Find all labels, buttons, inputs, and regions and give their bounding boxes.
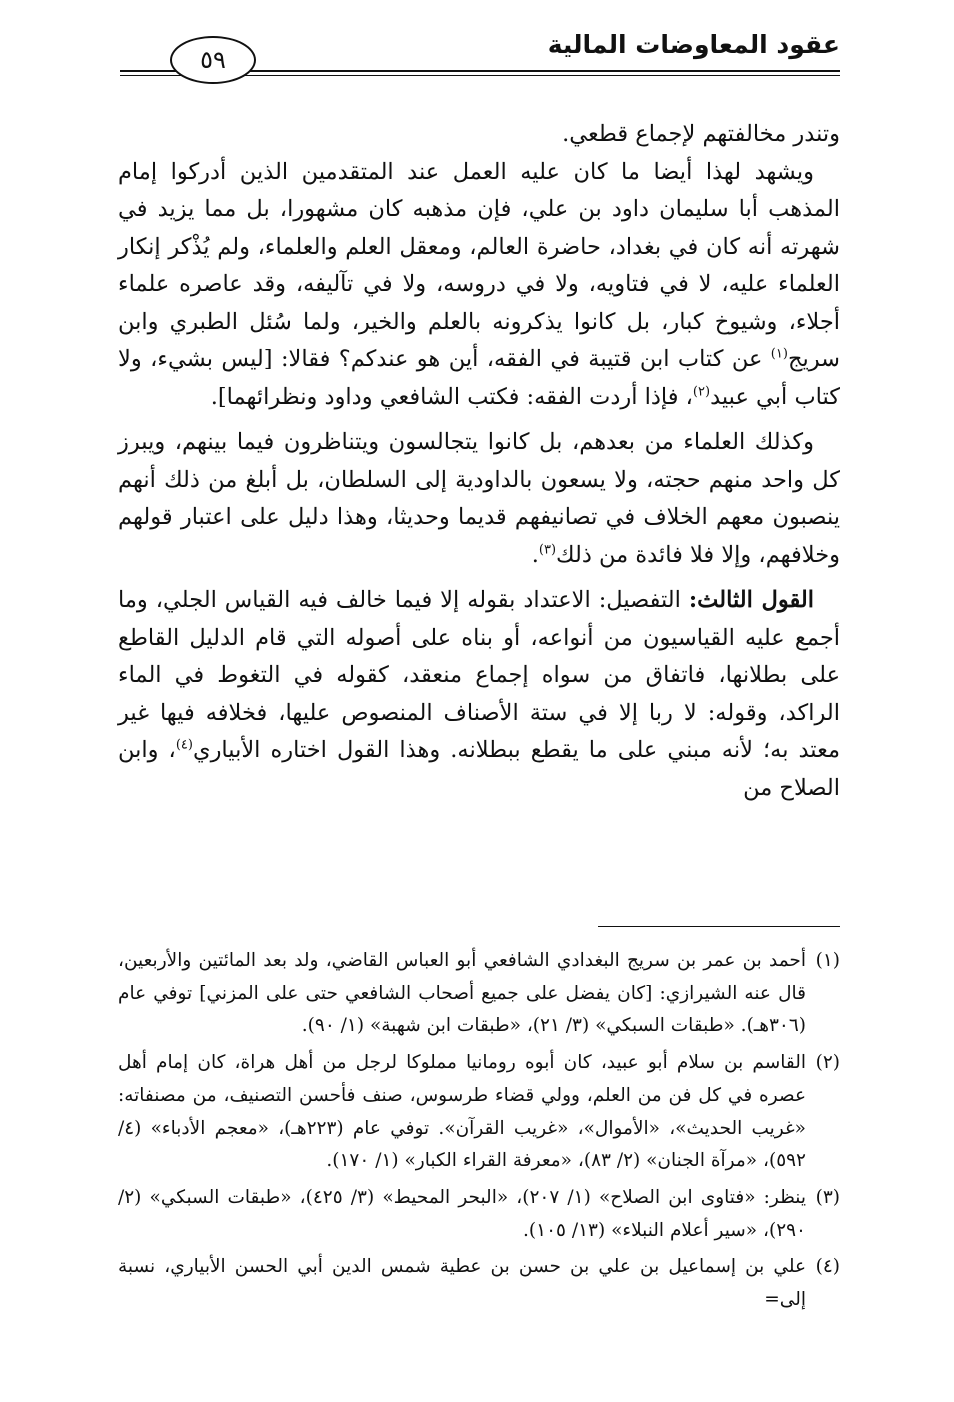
paragraph bbox=[118, 424, 840, 574]
paragraph bbox=[118, 582, 840, 807]
footnote-text: علي بن إسماعيل بن علي بن حسن بن عطية شمس الدين أبي الحسن الأبياري، نسبة إلى= bbox=[118, 1256, 806, 1311]
footnote-number: (٤) bbox=[815, 1256, 840, 1278]
text-run: التفصيل: الاعتداد بقوله إلا فيما خالف فيه القياس الجلي، وما أجمع عليه القياسيون من أنواعه، أو بناه على أصوله التي قام الدليل القاطع على بطلانها، فاتفاق من سواه إجماع منعقد، كقوله في التغوط في الماء الراكد، وقوله: لا ربا إلا في ستة الأصناف المنصوص عليها، فخلافه فيها غير معتد به؛ لأنه مبني على ما يقطع ببطلانه. وهذا القول اختاره الأبياري bbox=[118, 587, 841, 763]
section-heading: القول الثالث: bbox=[688, 587, 814, 613]
footnote-ref: (٢) bbox=[692, 384, 711, 399]
footnote bbox=[118, 1251, 840, 1316]
page-header bbox=[120, 28, 840, 80]
text-run: ، فإذا أردت الفقه: فكتب الشافعي وداود ونظرائهما]. bbox=[210, 383, 693, 410]
footnote-ref: (٣) bbox=[538, 542, 557, 557]
paragraph bbox=[118, 116, 840, 154]
footnote-text: أحمد بن عمر بن سريج البغدادي الشافعي أبو العباس القاضي، ولد بعد المائتين والأربعين، قال عنه الشيرازي: [كان يفضل على جميع أصحاب الشافعي حتى على المزني] توفي عام (٣٠٦هـ). «طبقات السبكي» (٣/ ٢١)، «طبقات ابن شهبة» (١/ ٩٠). bbox=[118, 950, 806, 1037]
book-title: عقود المعاوضات المالية bbox=[547, 30, 840, 59]
footnote bbox=[118, 1182, 840, 1247]
footnote-number: (٢) bbox=[815, 1052, 840, 1074]
footnote bbox=[118, 1047, 840, 1178]
footnote-ref: (٤) bbox=[175, 737, 193, 753]
footnote-text: القاسم بن سلام أبو عبيد، كان أبوه رومانيا مملوكا لرجل من أهل هراة، كان إمام أهل عصره في كل فن من العلم، وولي قضاء طرسوس، صنف فأحسن التصنيف، من مصنفاته: «غريب الحديث»، «الأموال»، «غريب القرآن». توفي عام (٢٢٣هـ)، «معجم الأدباء» (٤/ ٥٩٢)، «مرآة الجنان» (٢/ ٨٣)، «معرفة القراء الكبار» (١/ ١٧٠). bbox=[118, 1052, 806, 1172]
footnote-ref: (١) bbox=[770, 346, 788, 362]
footnote-separator bbox=[598, 926, 840, 927]
page-number: ٥٩ bbox=[170, 36, 256, 84]
paragraph bbox=[118, 154, 840, 417]
main-text bbox=[118, 116, 840, 807]
footnote-number: (١) bbox=[815, 950, 840, 971]
text-run: وكذلك العلماء من بعدهم، بل كانوا يتجالسون ويتناظرون فيما بينهم، ويبرز كل واحد منهم حجته، ولا يسعون بالداودية إلى السلطان، بل أبلغ من ذلك أنهم ينصبون معهم الخلاف في تصانيفهم قديما وحديثا، وهذا دليل على اعتبار قولهم وخلافهم، وإلا فلا فائدة من ذلك bbox=[118, 429, 840, 568]
text-run: . bbox=[531, 541, 539, 568]
footnote-number: (٣) bbox=[815, 1186, 840, 1208]
text-run: ويشهد لهذا أيضا ما كان عليه العمل عند المتقدمين الذين أدركوا إمام المذهب أبا سليمان داود بن علي، فإن مذهبه كان مشهورا، بل مما يزيد في شهرته أنه كان في بغداد، حاضرة العالم، ومعقل العلم والعلماء، ولم يُذْكر إنكار العلماء عليه، لا في فتاويه، ولا في دروسه، ولا في تآليفه، وقد عاصره علماء أجلاء، وشيوخ كبار، بل كانوا يذكرونه بالعلم والخير، ولما سُئل الطبري وابن سريج bbox=[118, 158, 840, 372]
text-run: ، وابن الصلاح من bbox=[118, 737, 840, 801]
footnote-text: ينظر: «فتاوى ابن الصلاح» (١/ ٢٠٧)، «البحر المحيط» (٣/ ٤٢٥)، «طبقات السبكي» (٢/ ٢٩٠)، «سير أعلام النبلاء» (١٣/ ١٠٥). bbox=[118, 1186, 806, 1241]
text-run: وتندر مخالفتهم لإجماع قطعي. bbox=[562, 121, 840, 147]
footnote bbox=[118, 945, 840, 1043]
text-run: عن كتاب ابن قتيبة في الفقه، أين هو عندكم؟ فقالا: [ليس بشيء، ولا كتاب أبي عبيد bbox=[118, 346, 840, 410]
footnotes bbox=[118, 945, 840, 1317]
